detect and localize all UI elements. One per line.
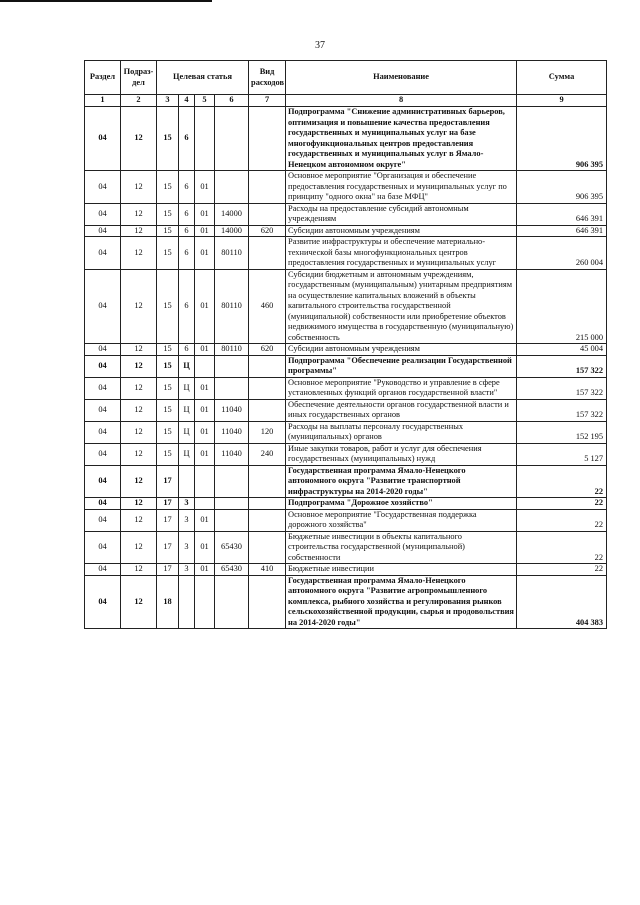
tselevaya-1-cell: 15: [157, 107, 179, 171]
sum-cell: 646 391: [517, 225, 607, 237]
name-cell: Развитие инфраструктуры и обеспечение материально-технической базы многофункциональных центров предоставления государственных и муниципальных услуг: [286, 237, 517, 270]
tselevaya-4-cell: 11040: [215, 421, 249, 443]
vid-cell: [249, 237, 286, 270]
name-cell: Бюджетные инвестиции в объекты капитального строительства государственной (муниципальной) собственности: [286, 531, 517, 564]
tselevaya-1-cell: 15: [157, 355, 179, 377]
name-cell: Основное мероприятие "Руководство и управление в сфере установленных функций органов государственной власти": [286, 377, 517, 399]
vid-cell: [249, 399, 286, 421]
table-row: [85, 225, 607, 237]
tselevaya-3-cell: 01: [195, 377, 215, 399]
table-row: [85, 399, 607, 421]
razdel-cell: 04: [85, 225, 121, 237]
sum-cell: 215 000: [517, 269, 607, 344]
name-cell: Бюджетные инвестиции: [286, 564, 517, 576]
col-num: 2: [121, 95, 157, 107]
col-num: 4: [179, 95, 195, 107]
tselevaya-2-cell: 6: [179, 107, 195, 171]
name-cell: Расходы на выплаты персоналу государственных (муниципальных) органов: [286, 421, 517, 443]
sum-cell: 5 127: [517, 443, 607, 465]
tselevaya-3-cell: 01: [195, 171, 215, 204]
tselevaya-1-cell: 15: [157, 171, 179, 204]
name-cell: Обеспечение деятельности органов государственной власти и иных государственных органов: [286, 399, 517, 421]
tselevaya-3-cell: [195, 575, 215, 629]
tselevaya-1-cell: 15: [157, 203, 179, 225]
podrazdel-cell: 12: [121, 269, 157, 344]
tselevaya-2-cell: 6: [179, 171, 195, 204]
name-cell: Подпрограмма "Снижение административных барьеров, оптимизация и повышение качества предоставления государственных и муниципальных услуг на базе многофункциональных центров предоставления государственных и муниципальных услуг в Ямало-Ненецком автономном округе": [286, 107, 517, 171]
tselevaya-1-cell: 15: [157, 377, 179, 399]
tselevaya-2-cell: Ц: [179, 421, 195, 443]
tselevaya-1-cell: 17: [157, 531, 179, 564]
podrazdel-cell: 12: [121, 421, 157, 443]
vid-cell: [249, 531, 286, 564]
razdel-cell: 04: [85, 203, 121, 225]
sum-cell: 906 395: [517, 171, 607, 204]
razdel-cell: 04: [85, 355, 121, 377]
table-row: [85, 377, 607, 399]
name-cell: Государственная программа Ямало-Ненецкого автономного округа "Развитие агропромышленного комплекса, рыбного хозяйства и регулирования рынков сельскохозяйственной продукции, сырья и продовольствия на 2014-2020 годы": [286, 575, 517, 629]
razdel-cell: 04: [85, 465, 121, 498]
name-cell: Расходы на предоставление субсидий автономным учреждениям: [286, 203, 517, 225]
vid-cell: [249, 107, 286, 171]
header-rule: [0, 0, 212, 2]
sum-cell: 22: [517, 509, 607, 531]
tselevaya-4-cell: [215, 107, 249, 171]
col-num: 7: [249, 95, 286, 107]
table-row: [85, 107, 607, 171]
table-row: [85, 421, 607, 443]
tselevaya-1-cell: 15: [157, 443, 179, 465]
tselevaya-3-cell: 01: [195, 237, 215, 270]
vid-cell: [249, 171, 286, 204]
tselevaya-2-cell: Ц: [179, 355, 195, 377]
podrazdel-cell: 12: [121, 377, 157, 399]
tselevaya-4-cell: [215, 498, 249, 510]
sum-cell: 22: [517, 564, 607, 576]
table-row: [85, 443, 607, 465]
podrazdel-cell: 12: [121, 399, 157, 421]
sum-cell: 45 004: [517, 344, 607, 356]
tselevaya-1-cell: 15: [157, 344, 179, 356]
tselevaya-1-cell: 15: [157, 399, 179, 421]
podrazdel-cell: 12: [121, 531, 157, 564]
tselevaya-2-cell: Ц: [179, 377, 195, 399]
header-vid: Вид расходов: [249, 61, 286, 95]
tselevaya-4-cell: 65430: [215, 564, 249, 576]
tselevaya-4-cell: 11040: [215, 443, 249, 465]
tselevaya-3-cell: [195, 465, 215, 498]
vid-cell: 410: [249, 564, 286, 576]
tselevaya-3-cell: 01: [195, 203, 215, 225]
tselevaya-4-cell: [215, 171, 249, 204]
name-cell: Подпрограмма "Обеспечение реализации Государственной программы": [286, 355, 517, 377]
podrazdel-cell: 12: [121, 171, 157, 204]
vid-cell: [249, 498, 286, 510]
podrazdel-cell: 12: [121, 107, 157, 171]
vid-cell: 620: [249, 225, 286, 237]
razdel-cell: 04: [85, 575, 121, 629]
vid-cell: [249, 377, 286, 399]
vid-cell: 460: [249, 269, 286, 344]
tselevaya-2-cell: 6: [179, 237, 195, 270]
razdel-cell: 04: [85, 237, 121, 270]
podrazdel-cell: 12: [121, 498, 157, 510]
vid-cell: [249, 355, 286, 377]
tselevaya-1-cell: 17: [157, 509, 179, 531]
tselevaya-4-cell: [215, 575, 249, 629]
tselevaya-3-cell: 01: [195, 531, 215, 564]
header-tselevaya: Целевая статья: [157, 61, 249, 95]
table-row: [85, 531, 607, 564]
name-cell: Субсидии автономным учреждениям: [286, 225, 517, 237]
tselevaya-1-cell: 17: [157, 465, 179, 498]
table-row: [85, 237, 607, 270]
tselevaya-4-cell: 11040: [215, 399, 249, 421]
vid-cell: [249, 509, 286, 531]
tselevaya-1-cell: 15: [157, 421, 179, 443]
tselevaya-1-cell: 17: [157, 564, 179, 576]
col-num: 1: [85, 95, 121, 107]
razdel-cell: 04: [85, 498, 121, 510]
name-cell: Основное мероприятие "Государственная поддержка дорожного хозяйства": [286, 509, 517, 531]
tselevaya-3-cell: 01: [195, 225, 215, 237]
tselevaya-1-cell: 15: [157, 225, 179, 237]
tselevaya-4-cell: [215, 465, 249, 498]
razdel-cell: 04: [85, 421, 121, 443]
table-row: [85, 509, 607, 531]
podrazdel-cell: 12: [121, 237, 157, 270]
tselevaya-4-cell: 14000: [215, 203, 249, 225]
col-num: 6: [215, 95, 249, 107]
razdel-cell: 04: [85, 107, 121, 171]
table-row: [85, 465, 607, 498]
col-num: 3: [157, 95, 179, 107]
tselevaya-1-cell: 15: [157, 269, 179, 344]
sum-cell: 22: [517, 531, 607, 564]
podrazdel-cell: 12: [121, 203, 157, 225]
tselevaya-2-cell: Ц: [179, 443, 195, 465]
tselevaya-2-cell: 6: [179, 203, 195, 225]
sum-cell: 260 004: [517, 237, 607, 270]
name-cell: Субсидии автономным учреждениям: [286, 344, 517, 356]
tselevaya-2-cell: 3: [179, 509, 195, 531]
tselevaya-3-cell: [195, 107, 215, 171]
podrazdel-cell: 12: [121, 575, 157, 629]
tselevaya-2-cell: 6: [179, 344, 195, 356]
podrazdel-cell: 12: [121, 509, 157, 531]
table-row: [85, 498, 607, 510]
name-cell: Субсидии бюджетным и автономным учреждениям, государственным (муниципальным) унитарным предприятиям на осуществление капитальных вложений в объекты капитального строительства государственной (муниципальной) собственности или приобретение объектов недвижимого имущества в государственную (муниципальную) собственность: [286, 269, 517, 344]
header-sum: Сумма: [517, 61, 607, 95]
podrazdel-cell: 12: [121, 443, 157, 465]
sum-cell: 152 195: [517, 421, 607, 443]
tselevaya-4-cell: [215, 509, 249, 531]
tselevaya-3-cell: 01: [195, 443, 215, 465]
tselevaya-2-cell: 3: [179, 531, 195, 564]
name-cell: Государственная программа Ямало-Ненецкого автономного округа "Развитие транспортной инфраструктуры на 2014-2020 годы": [286, 465, 517, 498]
razdel-cell: 04: [85, 443, 121, 465]
sum-cell: 646 391: [517, 203, 607, 225]
tselevaya-2-cell: 3: [179, 564, 195, 576]
tselevaya-3-cell: 01: [195, 509, 215, 531]
table-row: [85, 203, 607, 225]
name-cell: Иные закупки товаров, работ и услуг для обеспечения государственных (муниципальных) нужд: [286, 443, 517, 465]
tselevaya-3-cell: [195, 355, 215, 377]
vid-cell: 620: [249, 344, 286, 356]
vid-cell: [249, 575, 286, 629]
tselevaya-2-cell: 6: [179, 225, 195, 237]
name-cell: Основное мероприятие "Организация и обеспечение предоставления государственных и муниципальных услуг по принципу "одного окна" на базе МФЦ": [286, 171, 517, 204]
sum-cell: 22: [517, 498, 607, 510]
tselevaya-3-cell: 01: [195, 421, 215, 443]
table-row: [85, 575, 607, 629]
tselevaya-3-cell: 01: [195, 399, 215, 421]
tselevaya-4-cell: 80110: [215, 344, 249, 356]
tselevaya-3-cell: [195, 498, 215, 510]
sum-cell: 22: [517, 465, 607, 498]
vid-cell: 120: [249, 421, 286, 443]
tselevaya-2-cell: 6: [179, 269, 195, 344]
table-row: [85, 344, 607, 356]
vid-cell: [249, 465, 286, 498]
podrazdel-cell: 12: [121, 564, 157, 576]
sum-cell: 906 395: [517, 107, 607, 171]
tselevaya-1-cell: 18: [157, 575, 179, 629]
sum-cell: 157 322: [517, 377, 607, 399]
table-row: [85, 171, 607, 204]
razdel-cell: 04: [85, 531, 121, 564]
podrazdel-cell: 12: [121, 344, 157, 356]
tselevaya-2-cell: [179, 465, 195, 498]
razdel-cell: 04: [85, 399, 121, 421]
tselevaya-4-cell: 65430: [215, 531, 249, 564]
col-num: 5: [195, 95, 215, 107]
table-row: [85, 564, 607, 576]
tselevaya-4-cell: [215, 355, 249, 377]
razdel-cell: 04: [85, 171, 121, 204]
tselevaya-4-cell: 80110: [215, 269, 249, 344]
col-num: 8: [286, 95, 517, 107]
vid-cell: 240: [249, 443, 286, 465]
podrazdel-cell: 12: [121, 465, 157, 498]
table-row: [85, 269, 607, 344]
tselevaya-2-cell: 3: [179, 498, 195, 510]
vid-cell: [249, 203, 286, 225]
razdel-cell: 04: [85, 564, 121, 576]
header-podrazdel: Подраз-дел: [121, 61, 157, 95]
razdel-cell: 04: [85, 344, 121, 356]
tselevaya-4-cell: 80110: [215, 237, 249, 270]
page-number: 37: [315, 40, 325, 51]
header-name: Наименование: [286, 61, 517, 95]
tselevaya-2-cell: [179, 575, 195, 629]
header-row: [85, 61, 607, 95]
sum-cell: 157 322: [517, 355, 607, 377]
header-razdel: Раздел: [85, 61, 121, 95]
col-num: 9: [517, 95, 607, 107]
razdel-cell: 04: [85, 269, 121, 344]
sum-cell: 404 383: [517, 575, 607, 629]
tselevaya-2-cell: Ц: [179, 399, 195, 421]
tselevaya-3-cell: 01: [195, 344, 215, 356]
tselevaya-4-cell: 14000: [215, 225, 249, 237]
tselevaya-1-cell: 17: [157, 498, 179, 510]
podrazdel-cell: 12: [121, 355, 157, 377]
table-row: [85, 355, 607, 377]
column-number-row: [85, 95, 607, 107]
name-cell: Подпрограмма "Дорожное хозяйство": [286, 498, 517, 510]
tselevaya-3-cell: 01: [195, 269, 215, 344]
razdel-cell: 04: [85, 509, 121, 531]
tselevaya-4-cell: [215, 377, 249, 399]
tselevaya-1-cell: 15: [157, 237, 179, 270]
razdel-cell: 04: [85, 377, 121, 399]
tselevaya-3-cell: 01: [195, 564, 215, 576]
sum-cell: 157 322: [517, 399, 607, 421]
podrazdel-cell: 12: [121, 225, 157, 237]
budget-table: [84, 60, 607, 629]
